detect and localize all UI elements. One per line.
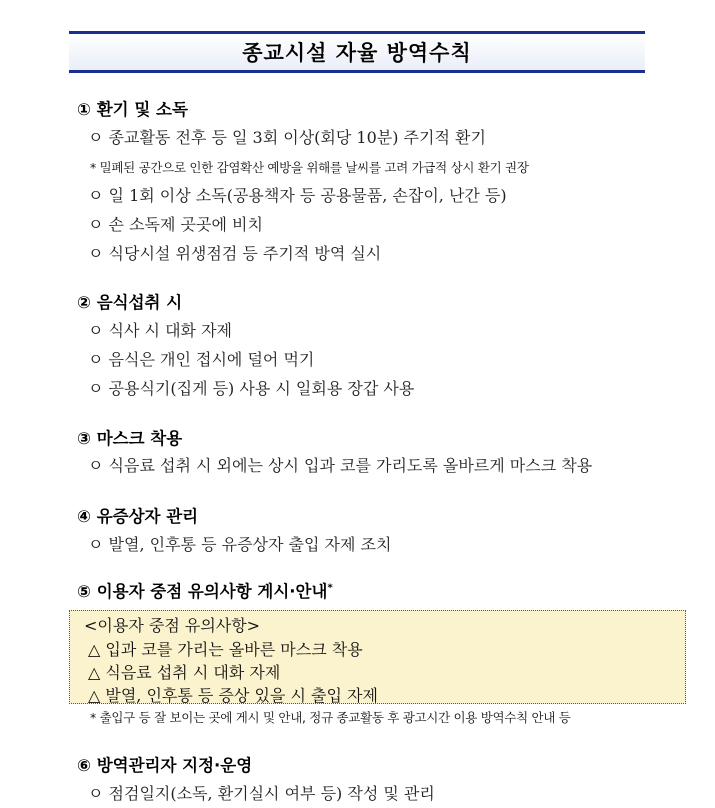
section-heading-manager: ⑥ 방역관리자 지정·운영 [77, 756, 253, 775]
list-item: ㅇ 일 1회 이상 소독(공용책자 등 공용물품, 손잡이, 난간 등) [88, 186, 507, 205]
notice-box [69, 610, 686, 704]
list-item: ㅇ 식당시설 위생점검 등 주기적 방역 실시 [88, 244, 382, 263]
footnote: * 출입구 등 잘 보이는 곳에 게시 및 안내, 정규 종교활동 후 광고시간 이용 방역수칙 안내 등 [90, 710, 571, 725]
footnote-marker: * [327, 582, 333, 594]
document-title: 종교시설 자율 방역수칙 [242, 41, 472, 65]
list-item: ㅇ 식음료 섭취 시 외에는 상시 입과 코를 가리도록 올바르게 마스크 착용 [88, 456, 593, 475]
section-heading-symptoms: ④ 유증상자 관리 [77, 507, 199, 526]
notice-item: △ 입과 코를 가리는 올바른 마스크 착용 [88, 640, 363, 659]
section-heading-ventilation: ① 환기 및 소독 [77, 100, 188, 119]
section-heading-notice-text: ⑤ 이용자 중점 유의사항 게시·안내 [77, 582, 328, 601]
list-item: ㅇ 식사 시 대화 자제 [88, 321, 232, 340]
notice-box-title: <이용자 중점 유의사항> [84, 616, 261, 635]
document-title-box [69, 31, 645, 73]
list-item: ㅇ 손 소독제 곳곳에 비치 [88, 215, 263, 234]
list-item: ㅇ 공용식기(집게 등) 사용 시 일회용 장갑 사용 [88, 379, 415, 398]
list-item: ㅇ 종교활동 전후 등 일 3회 이상(회당 10분) 주기적 환기 [88, 128, 486, 147]
footnote: * 밀폐된 공간으로 인한 감염확산 예방을 위해를 날씨를 고려 가급적 상시 환기 권장 [90, 160, 529, 175]
notice-item: △ 식음료 섭취 시 대화 자제 [88, 663, 281, 682]
list-item: ㅇ 음식은 개인 접시에 덜어 먹기 [88, 350, 315, 369]
notice-item: △ 발열, 인후통 등 증상 있을 시 출입 자제 [88, 686, 378, 705]
section-heading-notice [77, 578, 333, 602]
list-item: ㅇ 점검일지(소독, 환기실시 여부 등) 작성 및 관리 [88, 784, 435, 803]
list-item: ㅇ 발열, 인후통 등 유증상자 출입 자제 조치 [88, 535, 392, 554]
section-heading-eating: ② 음식섭취 시 [77, 293, 183, 312]
section-heading-mask: ③ 마스크 착용 [77, 429, 183, 448]
